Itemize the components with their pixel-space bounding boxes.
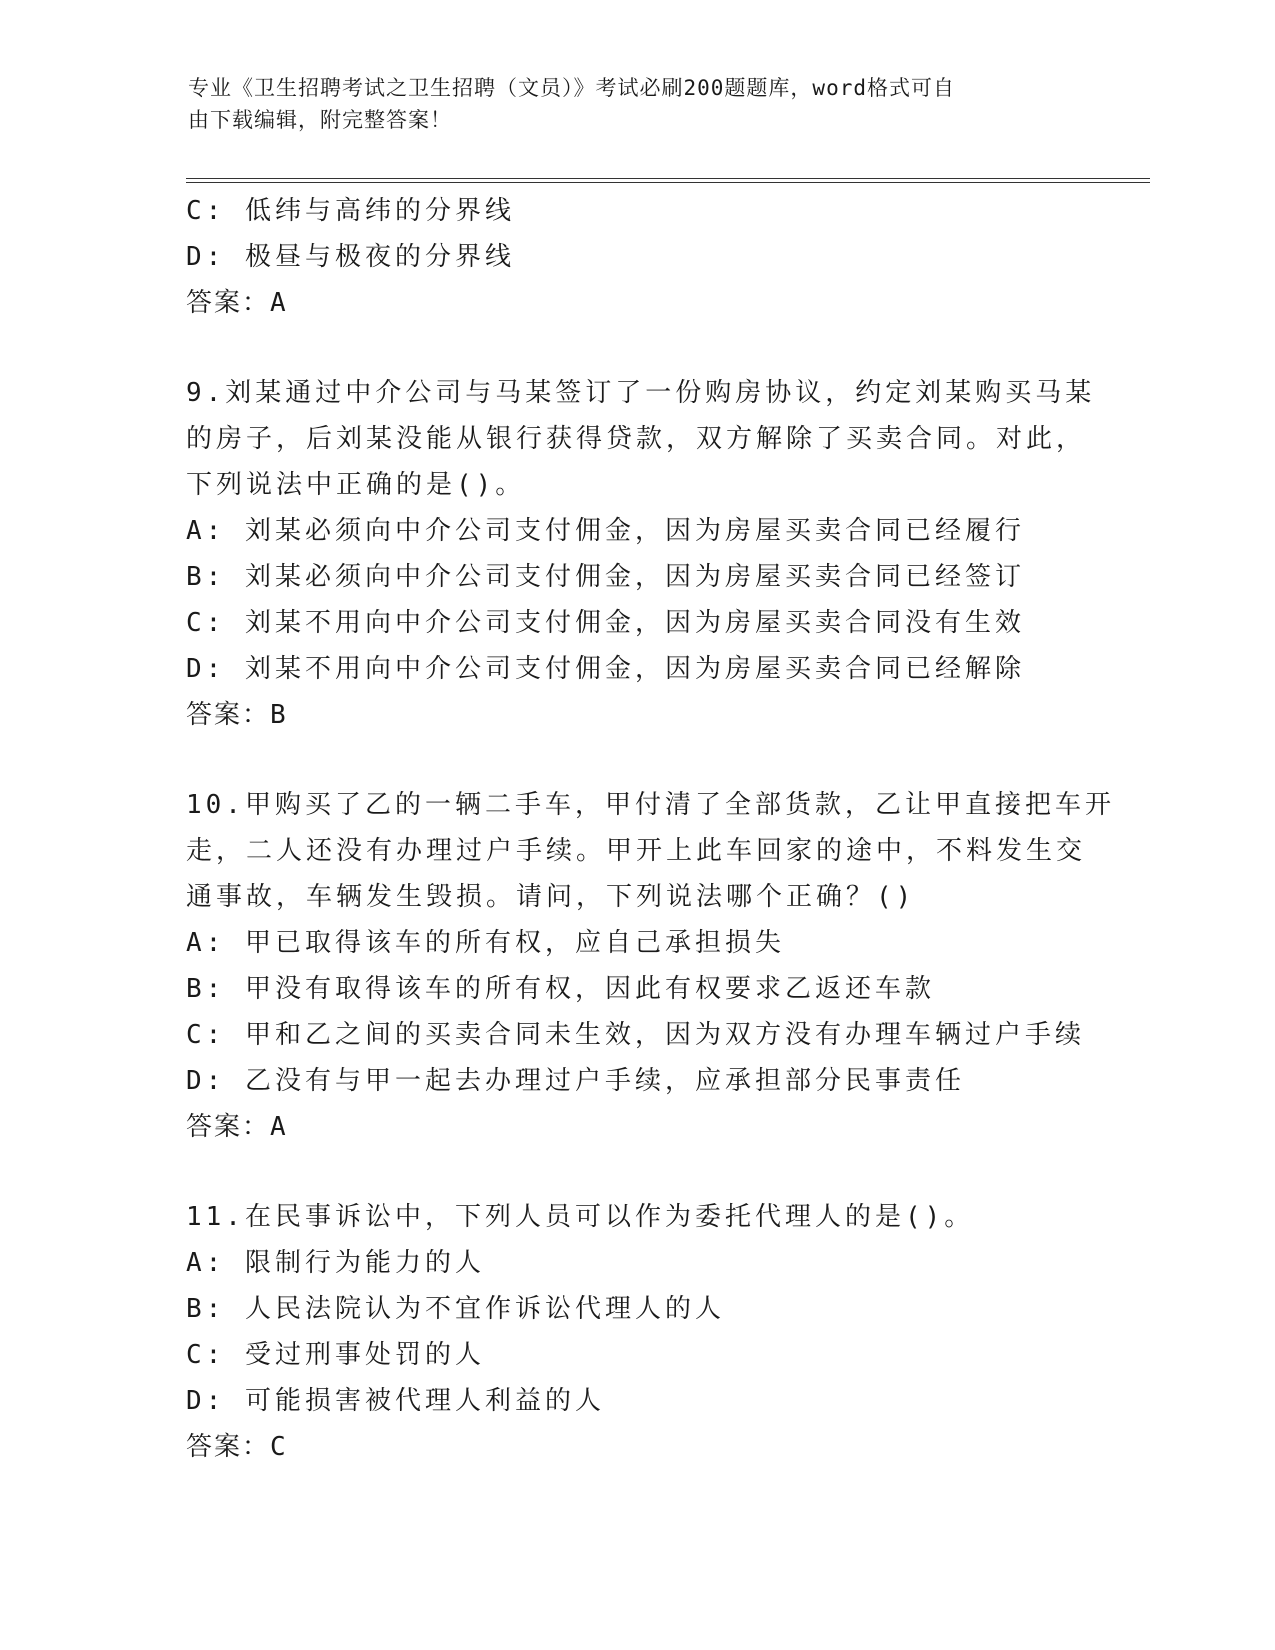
option-b: B: 刘某必须向中介公司支付佣金，因为房屋买卖合同已经签订 xyxy=(186,562,1025,592)
spacer xyxy=(186,326,1126,370)
question-stem-line: 11.在民事诉讼中，下列人员可以作为委托代理人的是()。 xyxy=(186,1202,975,1232)
spacer xyxy=(186,1150,1126,1194)
question-block-9 xyxy=(186,370,1126,738)
answer-line: 答案：C xyxy=(186,1432,288,1462)
question-content xyxy=(186,188,1126,1470)
question-stem-line: 通事故，车辆发生毁损。请问，下列说法哪个正确？() xyxy=(186,882,916,912)
option-c: C: 刘某不用向中介公司支付佣金，因为房屋买卖合同没有生效 xyxy=(186,608,1025,638)
option-c: C: 受过刑事处罚的人 xyxy=(186,1340,485,1370)
question-stem-line: 的房子，后刘某没能从银行获得贷款，双方解除了买卖合同。对此， xyxy=(186,424,1087,454)
answer-line: 答案：B xyxy=(186,700,288,730)
question-stem-line: 10.甲购买了乙的一辆二手车，甲付清了全部货款，乙让甲直接把车开 xyxy=(186,790,1115,820)
option-d: D: 极昼与极夜的分界线 xyxy=(186,242,515,272)
option-d: D: 可能损害被代理人利益的人 xyxy=(186,1386,605,1416)
answer-line: 答案：A xyxy=(186,1112,288,1142)
answer-line: 答案：A xyxy=(186,288,288,318)
option-d: D: 乙没有与甲一起去办理过户手续，应承担部分民事责任 xyxy=(186,1066,965,1096)
question-stem-line: 下列说法中正确的是()。 xyxy=(186,470,526,500)
option-b: B: 甲没有取得该车的所有权，因此有权要求乙返还车款 xyxy=(186,974,935,1004)
question-stem-line: 走，二人还没有办理过户手续。甲开上此车回家的途中，不料发生交 xyxy=(186,836,1087,866)
header-title-line-2: 由下载编辑，附完整答案！ xyxy=(188,108,452,132)
option-a: A: 限制行为能力的人 xyxy=(186,1248,485,1278)
question-stem-line: 9.刘某通过中介公司与马某签订了一份购房协议，约定刘某购买马某 xyxy=(186,378,1096,408)
option-a: A: 刘某必须向中介公司支付佣金，因为房屋买卖合同已经履行 xyxy=(186,516,1025,546)
option-d: D: 刘某不用向中介公司支付佣金，因为房屋买卖合同已经解除 xyxy=(186,654,1025,684)
spacer xyxy=(186,738,1126,782)
option-b: B: 人民法院认为不宜作诉讼代理人的人 xyxy=(186,1294,725,1324)
option-c: C: 甲和乙之间的买卖合同未生效，因为双方没有办理车辆过户手续 xyxy=(186,1020,1085,1050)
option-a: A: 甲已取得该车的所有权，应自己承担损失 xyxy=(186,928,785,958)
question-block-10 xyxy=(186,782,1126,1150)
header-divider xyxy=(186,178,1150,183)
header-title-line-1: 专业《卫生招聘考试之卫生招聘（文员）》考试必刷200题题库，word格式可自 xyxy=(188,76,955,100)
document-header xyxy=(188,72,1068,136)
prev-question-block xyxy=(186,188,1126,326)
option-c: C: 低纬与高纬的分界线 xyxy=(186,196,515,226)
question-block-11 xyxy=(186,1194,1126,1470)
